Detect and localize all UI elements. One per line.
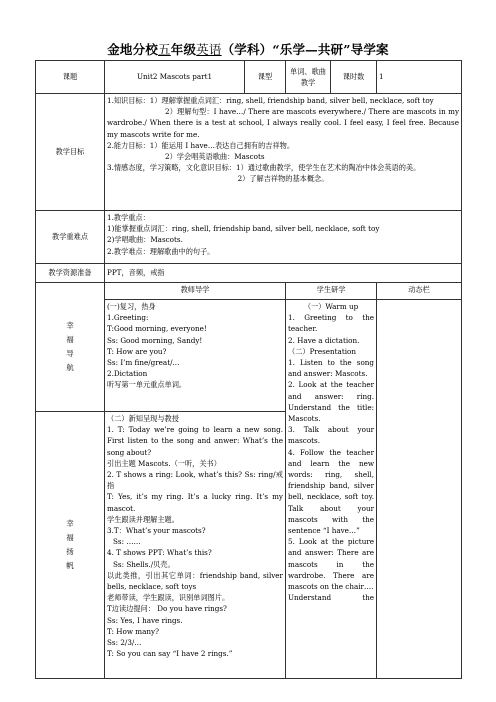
teacher-line: Ss: I’m fine/great/... [107,358,180,368]
teacher-line: T:Good morning, everyone! [107,324,207,334]
section2-label-char: 帆 [66,561,74,570]
section1-label-char: 幸 [66,321,74,330]
goals-row [36,94,462,211]
teacher-line: Ss: 2/3/… [107,638,142,648]
student-line: 3. Talk about your mascots. [288,425,375,446]
keypoints-line: 2)学唱歌曲：Mascots. [107,235,183,245]
section2-label-char: 扬 [66,547,74,556]
goals-line: 2）学会唱英语歌曲：Mascots [165,152,265,162]
teacher-line: 1. T: Today we’re going to learn a new song. First listen to the song and anwer: What’s the song about? [107,425,283,457]
dynamic-column-header: 动态栏 [377,283,462,300]
student-line: （一）Warm up [303,302,359,311]
resources-label: 教学资源准备 [36,264,105,283]
goals-line: 3.情感态度，学习策略，文化意识目标：1）通过歌曲教学，使学生在艺术的陶冶中体会英语的美。 [107,163,421,173]
teacher-line: T: So you can say “I have 2 rings.” [107,649,233,659]
topic-label: 课题 [36,61,105,94]
student-line: 1. Listen to the song and answer: Mascots. [288,358,375,379]
teacher-line: Ss: Shells./贝壳。 [113,559,175,569]
keypoints-content [105,211,462,264]
section1-label [36,283,105,412]
teacher-line: T: How many? [107,626,159,636]
resources-row [36,264,462,283]
keypoints-line: 1.教学重点： [107,213,150,222]
teacher-line: Ss: Good morning, Sandy! [107,335,203,345]
student-line: 1. Greeting to the teacher. [288,313,375,334]
title-grade: 五 [158,42,171,57]
student-line: 4. Follow the teacher and learn the new words: ring, shell, friendship band, silver bell, necklace, soft toy. Talk about your mascots with the sentence “I have…” [288,447,375,536]
student-line: 2. Have a dictation. [288,335,360,345]
teacher-line: 1.Greeting: [107,313,149,323]
teacher-line: T边读边提问： Do you have rings? [107,604,227,614]
teacher-line: 听写第一单元重点单词。 [107,380,187,390]
section1-label-char: 导 [66,349,74,358]
title-grade-suffix: 年级 [170,42,197,57]
keypoints-line: 1)能掌握重点词汇：ring, shell, friendship band, silver bell, necklace, soft toy [107,224,380,234]
keypoints-line: 2.教学难点：理解歌曲中的句子。 [107,246,215,256]
student-content [286,300,377,679]
teacher-column-header: 教师导学 [105,283,286,300]
section1-label-char: 福 [66,335,74,344]
document-title [0,40,496,58]
columns-header-row [36,283,462,300]
hours-value: 1 [377,61,462,94]
type-label: 课型 [245,61,286,94]
section2-label [36,412,105,679]
goals-line: 2.能力目标：1）能运用 I have…表达自己拥有的吉祥物。 [107,140,295,150]
teacher-line: 4. T shows PPT: What’s this? [107,548,212,558]
student-column-header: 学生研学 [286,283,377,300]
teacher-line: （二）新知呈现与教授 [107,414,179,423]
topic-value: Unit2 Mascots part1 [105,61,245,94]
title-subject: 英语 [196,42,222,57]
type-value: 单词、歌曲教学 [286,61,331,94]
title-tail: （学科）“乐学—共研”导学案 [221,42,389,57]
keypoints-row [36,211,462,264]
goals-line: 2）了解吉祥物的基本概念。 [237,174,329,184]
title-school: 金地分校 [107,42,159,57]
section2-teacher [105,412,286,679]
teacher-line: 以此类推，引出其它单词：friendship band, silver bells, necklace, soft toys [107,570,283,592]
section1-teacher [105,300,286,412]
section2-label-char: 福 [66,533,74,542]
section1-label-char: 航 [66,363,74,372]
teacher-line: 2.Dictation [107,369,148,379]
goals-line: 1.知识目标：1）理解掌握重点词汇：ring, shell, friendship band, silver bell, necklace, soft toy [107,96,434,105]
teacher-line: 老师带读，学生跟读，识别单词图片。 [107,593,230,603]
student-line: Understand the [288,593,375,603]
teacher-line: T: Yes, it’s my ring. It’s a lucky ring. It’s my mascot. [107,492,283,513]
teacher-line: (一)复习，热身 [107,302,156,311]
student-line: 2. Look at the teacher and answer: ring. Understand the title: Mascots. [288,380,375,424]
info-row [36,61,462,94]
resources-value: PPT，音频，戒指 [105,264,462,283]
teacher-line: 引出主题 Mascots.（一听，关书） [107,458,221,468]
teacher-line: Ss: Yes, I have rings. [107,615,183,625]
keypoints-label: 教学重难点 [36,211,105,264]
goals-line: 2）理解句型：I have…/ There are mascots everywhere./ There are mascots in my wardrobe./ When there is a test at school, I always really cool. I feel easy, I feel free. Because my mascots write for me. [107,107,460,139]
student-line: 5. Look at the picture and answer: There are mascots in the wardrobe. There are mascots on the chair…. [288,537,375,592]
teacher-line: Ss: …… [113,537,141,547]
teacher-line: 学生跟读并理解主题。 [107,514,179,524]
hours-label: 课时数 [331,61,377,94]
section2-label-char: 幸 [66,519,74,528]
goals-label: 教学目标 [36,94,105,211]
teacher-line: 2. T shows a ring: Look, what’s this? Ss: ring/戒指 [107,470,283,491]
goals-content [105,94,462,211]
dynamic-content [377,300,462,679]
teacher-line: T: How are you? [107,346,167,356]
teacher-line: 3.T：What’s your mascots? [107,526,206,536]
student-line: （二）Presentation [288,346,356,356]
lesson-plan-table [35,60,462,679]
